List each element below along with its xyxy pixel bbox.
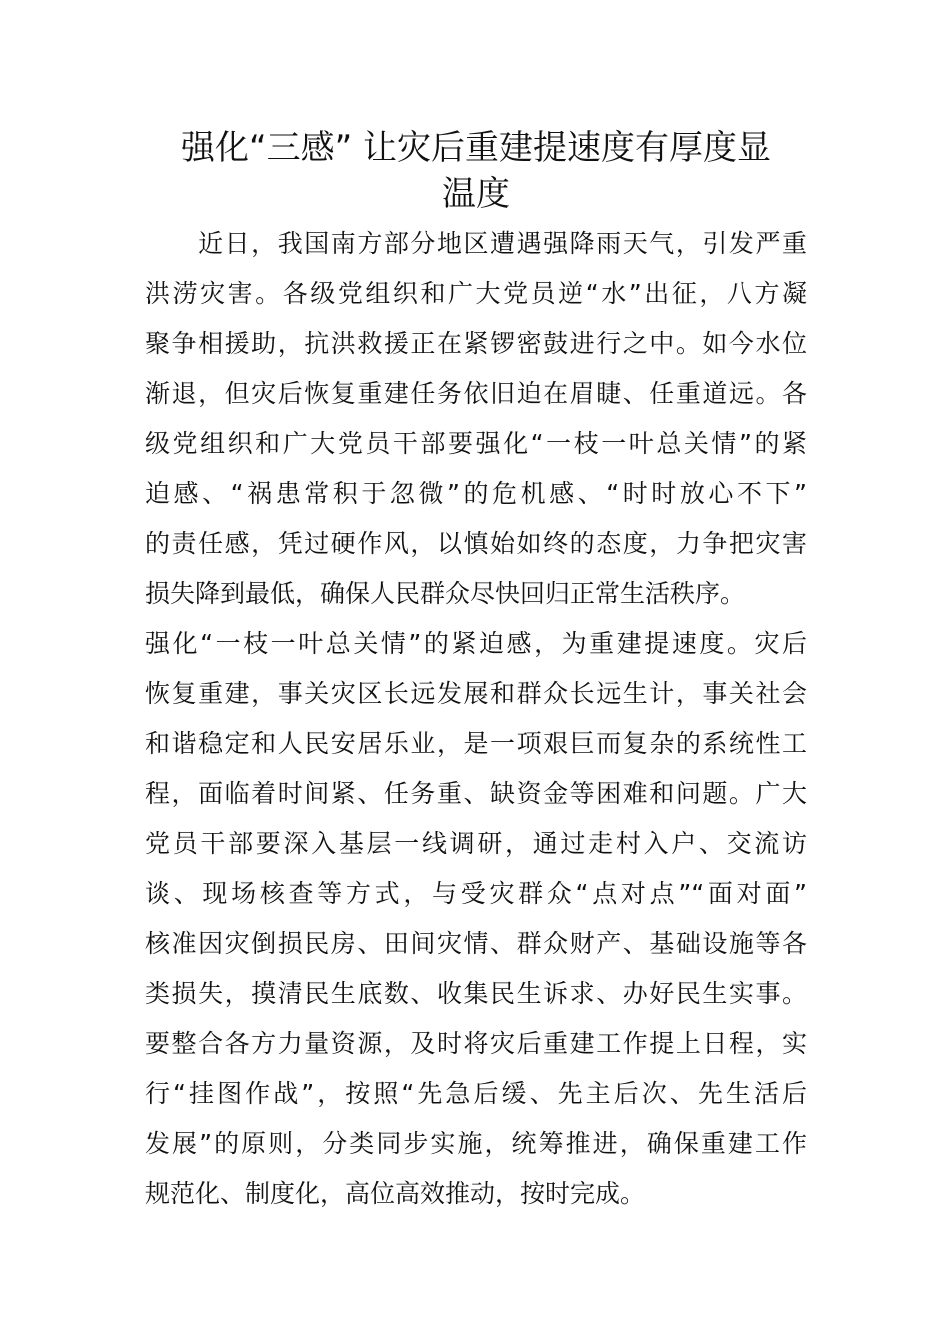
text-line: 迫感、“祸患常积于忽微”的危机感、“时时放心不下” — [145, 479, 807, 508]
text-line: 近日，我国南方部分地区遭遇强降雨天气，引发严重 — [145, 229, 807, 258]
paragraph-1 — [145, 219, 807, 619]
text-line: 损失降到最低，确保人民群众尽快回归正常生活秩序。 — [145, 579, 746, 608]
text-line: 渐退，但灾后恢复重建任务依旧迫在眉睫、任重道远。各 — [145, 379, 807, 408]
title-line-1: 强化“三感” 让灾后重建提速度有厚度显 — [180, 128, 772, 168]
text-line: 的责任感，凭过硬作风，以慎始如终的态度，力争把灾害 — [145, 529, 807, 558]
paragraph-2 — [145, 619, 807, 1219]
text-line: 强化“一枝一叶总关情”的紧迫感，为重建提速度。灾后 — [145, 629, 807, 658]
title-line-2: 温度 — [442, 174, 510, 214]
text-line: 谈、现场核查等方式，与受灾群众“点对点”“面对面” — [145, 879, 807, 908]
document-title — [145, 125, 807, 217]
text-line: 发展”的原则，分类同步实施，统筹推进，确保重建工作 — [145, 1129, 807, 1158]
document-body — [145, 219, 807, 1219]
text-line: 恢复重建，事关灾区长远发展和群众长远生计，事关社会 — [145, 679, 807, 708]
text-line: 级党组织和广大党员干部要强化“一枝一叶总关情”的紧 — [145, 429, 807, 458]
text-line: 要整合各方力量资源，及时将灾后重建工作提上日程，实 — [145, 1029, 807, 1058]
document-page — [145, 125, 807, 1219]
text-line: 和谐稳定和人民安居乐业，是一项艰巨而复杂的系统性工 — [145, 729, 807, 758]
text-line: 核准因灾倒损民房、田间灾情、群众财产、基础设施等各 — [145, 929, 807, 958]
text-line: 程，面临着时间紧、任务重、缺资金等困难和问题。广大 — [145, 779, 807, 808]
text-line: 规范化、制度化，高位高效推动，按时完成。 — [145, 1179, 646, 1208]
text-line: 洪涝灾害。各级党组织和广大党员逆“水”出征，八方凝 — [145, 279, 807, 308]
text-line: 聚争相援助，抗洪救援正在紧锣密鼓进行之中。如今水位 — [145, 329, 807, 358]
text-line: 类损失，摸清民生底数、收集民生诉求、办好民生实事。 — [145, 979, 807, 1008]
text-line: 行“挂图作战”，按照“先急后缓、先主后次、先生活后 — [145, 1079, 807, 1108]
text-line: 党员干部要深入基层一线调研，通过走村入户、交流访 — [145, 829, 807, 858]
